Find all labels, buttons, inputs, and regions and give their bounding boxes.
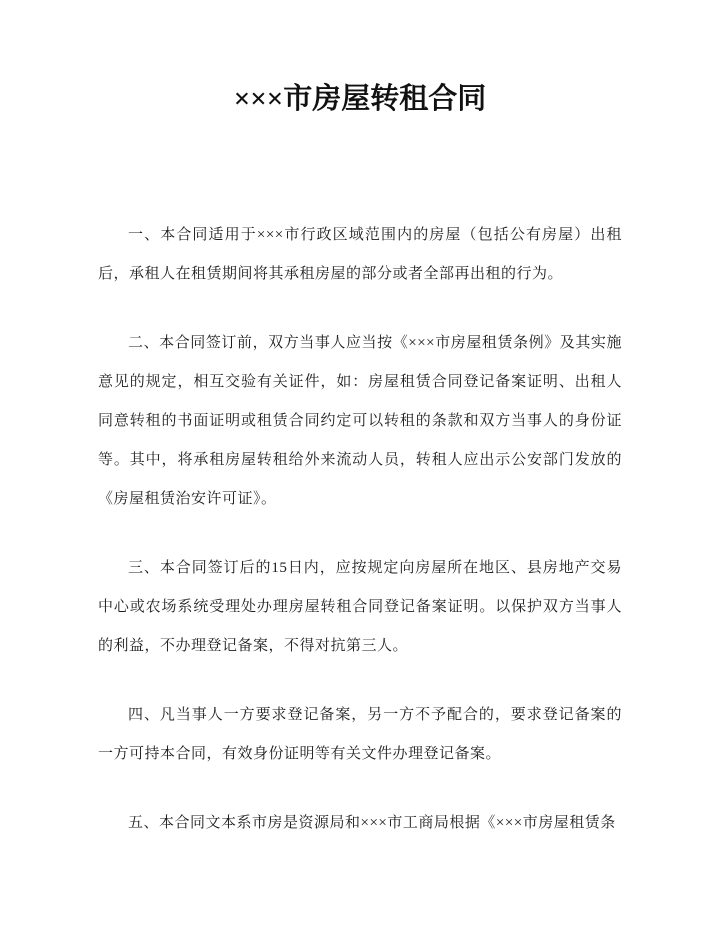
contract-clause-4: 四、凡当事人一方要求登记备案，另一方不予配合的，要求登记备案的一方可持本合同，有效身份证明等有关文件办理登记备案。 (98, 707, 622, 762)
contract-clause-2: 二、本合同签订前，双方当事人应当按《×××市房屋租赁条例》及其实施意见的规定，相互交验有关证件，如：房屋租赁合同登记备案证明、出租人同意转租的书面证明或租赁合同约定可以转租的条款和双方当事人的身份证等。其中，将承租房屋转租给外来流动人员，转租人应出示公安部门发放的《房屋租赁治安许可证》。 (98, 335, 622, 507)
contract-clause-3: 三、本合同签订后的15日内，应按规定向房屋所在地区、县房地产交易中心或农场系统受理处办理房屋转租合同登记备案证明。以保护双方当事人的利益，不办理登记备案，不得对抗第三人。 (98, 560, 622, 654)
contract-clause-1: 一、本合同适用于×××市行政区域范围内的房屋（包括公有房屋）出租后，承租人在租赁期间将其承租房屋的部分或者全部再出租的行为。 (98, 227, 622, 282)
document-title: ×××市房屋转租合同 (233, 83, 487, 115)
contract-clause-5: 五、本合同文本系市房是资源局和×××市工商局根据《×××市房屋租赁条 (128, 815, 616, 831)
document-body (0, 118, 720, 843)
